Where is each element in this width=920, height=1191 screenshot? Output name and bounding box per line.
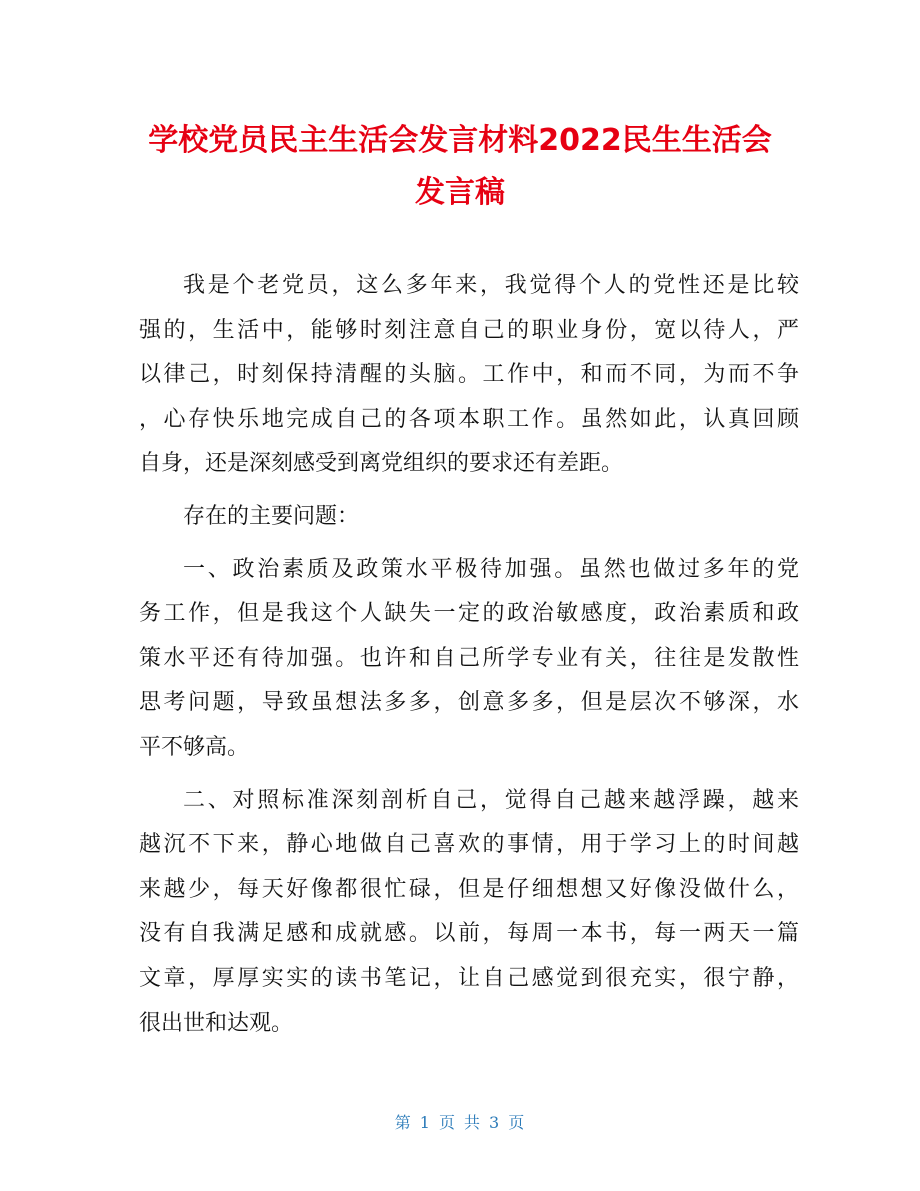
text-line: 来越少，每天好像都很忙碌，但是仔细想想又好像没做什么，: [139, 876, 799, 902]
text-line: 平不够高。: [139, 734, 250, 760]
page-footer: [0, 1111, 920, 1135]
footer-current-page: 1: [419, 1113, 431, 1132]
text-line: 我是个老党员，这么多年来，我觉得个人的党性还是比较: [183, 273, 799, 298]
text-line: 没有自我满足感和成就感。以前，每周一本书，每一两天一篇: [139, 921, 799, 947]
text-line: 文章，厚厚实实的读书笔记，让自己感觉到很充实，很宁静，: [139, 965, 799, 991]
document-body: [139, 264, 799, 1046]
text-line: 越沉不下来，静心地做自己喜欢的事情，用于学习上的时间越: [139, 832, 799, 858]
paragraph-problem-1: [139, 548, 799, 771]
text-line: 存在的主要问题：: [183, 503, 360, 529]
document-title-line-1: 学校党员民主生活会发言材料2022民生生活会: [148, 123, 772, 158]
text-line: 自身，还是深刻感受到离党组织的要求还有差距。: [139, 451, 624, 477]
text-line: 务工作，但是我这个人缺失一定的政治敏感度，政治素质和政: [139, 601, 799, 627]
document-title-line-2: 发言稿: [415, 175, 505, 210]
footer-total-pages: 3: [489, 1113, 501, 1132]
text-line: 很出世和达观。: [139, 1010, 294, 1036]
paragraph-problem-2: [139, 779, 799, 1047]
text-line: 一、政治素质及政策水平极待加强。虽然也做过多年的党: [183, 556, 799, 582]
paragraph-problems-heading: [139, 495, 799, 540]
paragraph-intro: [139, 264, 799, 487]
text-line: 二、对照标准深刻剖析自己，觉得自己越来越浮躁，越来: [183, 787, 799, 813]
footer-label-di: 第: [394, 1113, 412, 1132]
text-line: 思考问题，导致虽想法多多，创意多多，但是层次不够深，水: [139, 690, 799, 716]
text-line: ，心存快乐地完成自己的各项本职工作。虽然如此，认真回顾: [139, 406, 799, 432]
footer-label-gong: 共: [464, 1113, 482, 1132]
text-line: 以律己，时刻保持清醒的头脑。工作中，和而不同，为而不争: [139, 362, 799, 388]
footer-label-ye-2: 页: [508, 1113, 526, 1132]
text-line: 策水平还有待加强。也许和自己所学专业有关，往往是发散性: [139, 645, 799, 671]
text-line: 强的，生活中，能够时刻注意自己的职业身份，宽以待人，严: [139, 317, 799, 343]
footer-label-ye: 页: [438, 1113, 456, 1132]
